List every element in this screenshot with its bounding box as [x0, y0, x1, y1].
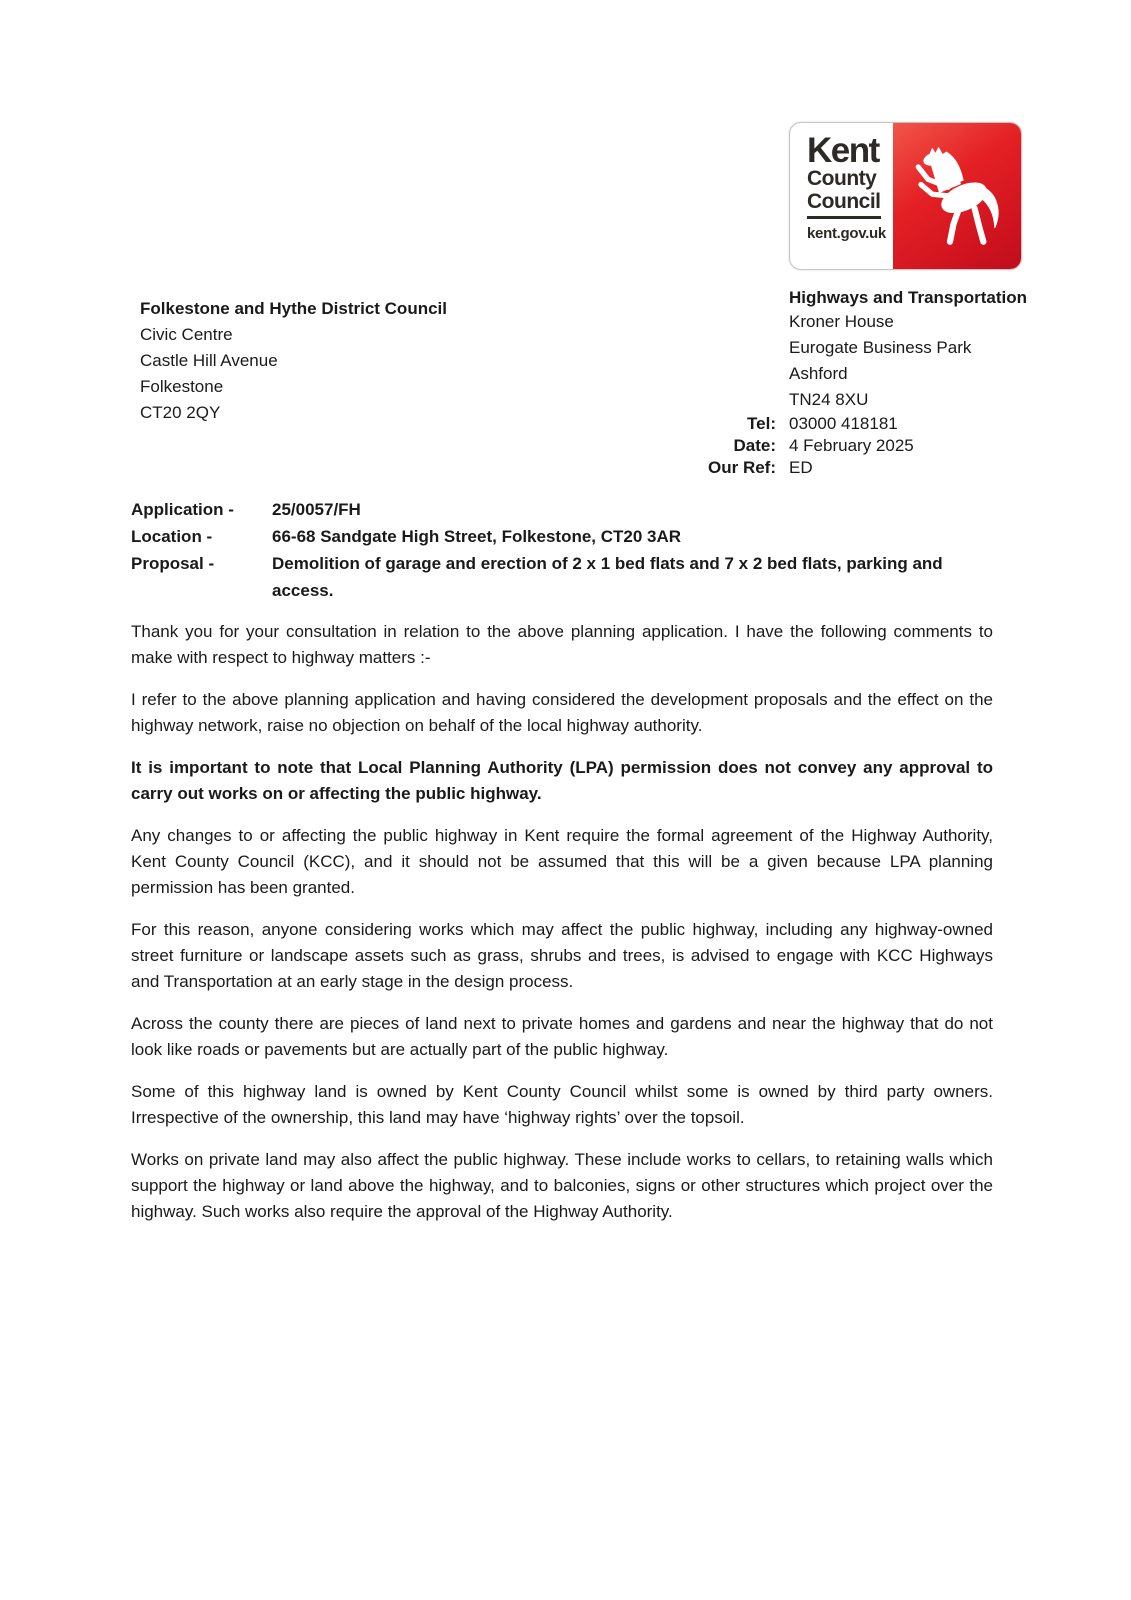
sender-address-line: Eurogate Business Park: [789, 338, 972, 357]
logo-text-kent: Kent: [807, 131, 879, 170]
letter-main: [131, 496, 993, 1241]
recipient-address-line: Civic Centre: [140, 325, 233, 344]
body-paragraph: I refer to the above planning application and having considered the development proposals and the effect on the highway network, raise no objection on behalf of the local highway authority.: [131, 690, 993, 735]
body-paragraph: Some of this highway land is owned by Kent County Council whilst some is owned by third party owners. Irrespective of the ownership, this land may have ‘highway rights’ over the topsoil.: [131, 1082, 993, 1127]
kcc-logo: [789, 122, 1022, 270]
date-label: Date:: [733, 436, 776, 455]
location-label: Location -: [131, 527, 213, 546]
horse-icon: [913, 138, 1001, 254]
sender-block: [701, 286, 1027, 479]
tel-label: Tel:: [747, 414, 776, 433]
body-paragraph: Across the county there are pieces of land next to private homes and gardens and near the highway that do not look like roads or pavements but are actually part of the public highway.: [131, 1014, 993, 1059]
body-paragraph: Works on private land may also affect the public highway. These include works to cellars, to retaining walls which support the highway or land above the highway, and to balconies, signs or other structures which project over the highway. Such works also require the approval of the Highway Authority.: [131, 1150, 993, 1221]
proposal-value: Demolition of garage and erection of 2 x 1 bed flats and 7 x 2 bed flats, parking and access.: [272, 554, 943, 600]
logo-text-council: Council: [807, 190, 881, 219]
logo-wordmark: [790, 123, 893, 269]
recipient-block: [140, 296, 447, 426]
recipient-address-line: Folkestone: [140, 377, 224, 396]
location-row: [131, 523, 993, 550]
date-value: 4 February 2025: [789, 436, 914, 455]
letter-body: [131, 619, 993, 1225]
sender-address-line: Kroner House: [789, 312, 894, 331]
application-ref: 25/0057/FH: [272, 500, 361, 519]
recipient-name: Folkestone and Hythe District Council: [140, 299, 447, 318]
body-paragraph: For this reason, anyone considering works which may affect the public highway, including any highway-owned street furniture or landscape assets such as grass, shrubs and trees, is advised to engage with KCC Highways and Transportation at an early stage in the design process.: [131, 920, 993, 991]
recipient-address-line: Castle Hill Avenue: [140, 351, 278, 370]
sender-postcode: TN24 8XU: [789, 390, 869, 409]
application-details: [131, 496, 993, 604]
logo-text-county: County: [807, 167, 877, 191]
proposal-row: [131, 550, 993, 604]
application-row: [131, 496, 993, 523]
ref-value: ED: [789, 458, 813, 477]
recipient-postcode: CT20 2QY: [140, 403, 221, 422]
proposal-label: Proposal -: [131, 554, 215, 573]
body-paragraph-important-note: It is important to note that Local Planning Authority (LPA) permission does not convey any approval to carry out works on or affecting the public highway.: [131, 758, 993, 803]
body-paragraph: Any changes to or affecting the public highway in Kent require the formal agreement of the Highway Authority, Kent County Council (KCC), and it should not be assumed that this will be a given because LPA planning permission has been granted.: [131, 826, 993, 897]
logo-red-panel: [893, 123, 1021, 269]
application-label: Application -: [131, 500, 234, 519]
body-paragraph: Thank you for your consultation in relation to the above planning application. I have the following comments to make with respect to highway matters :-: [131, 622, 993, 667]
logo-website: kent.gov.uk: [807, 225, 886, 243]
sender-address-line: Ashford: [789, 364, 848, 383]
department-heading: Highways and Transportation: [789, 288, 1028, 307]
tel-value: 03000 418181: [789, 414, 898, 433]
location-value: 66-68 Sandgate High Street, Folkestone, CT20 3AR: [272, 527, 682, 546]
ref-label: Our Ref:: [708, 458, 776, 477]
